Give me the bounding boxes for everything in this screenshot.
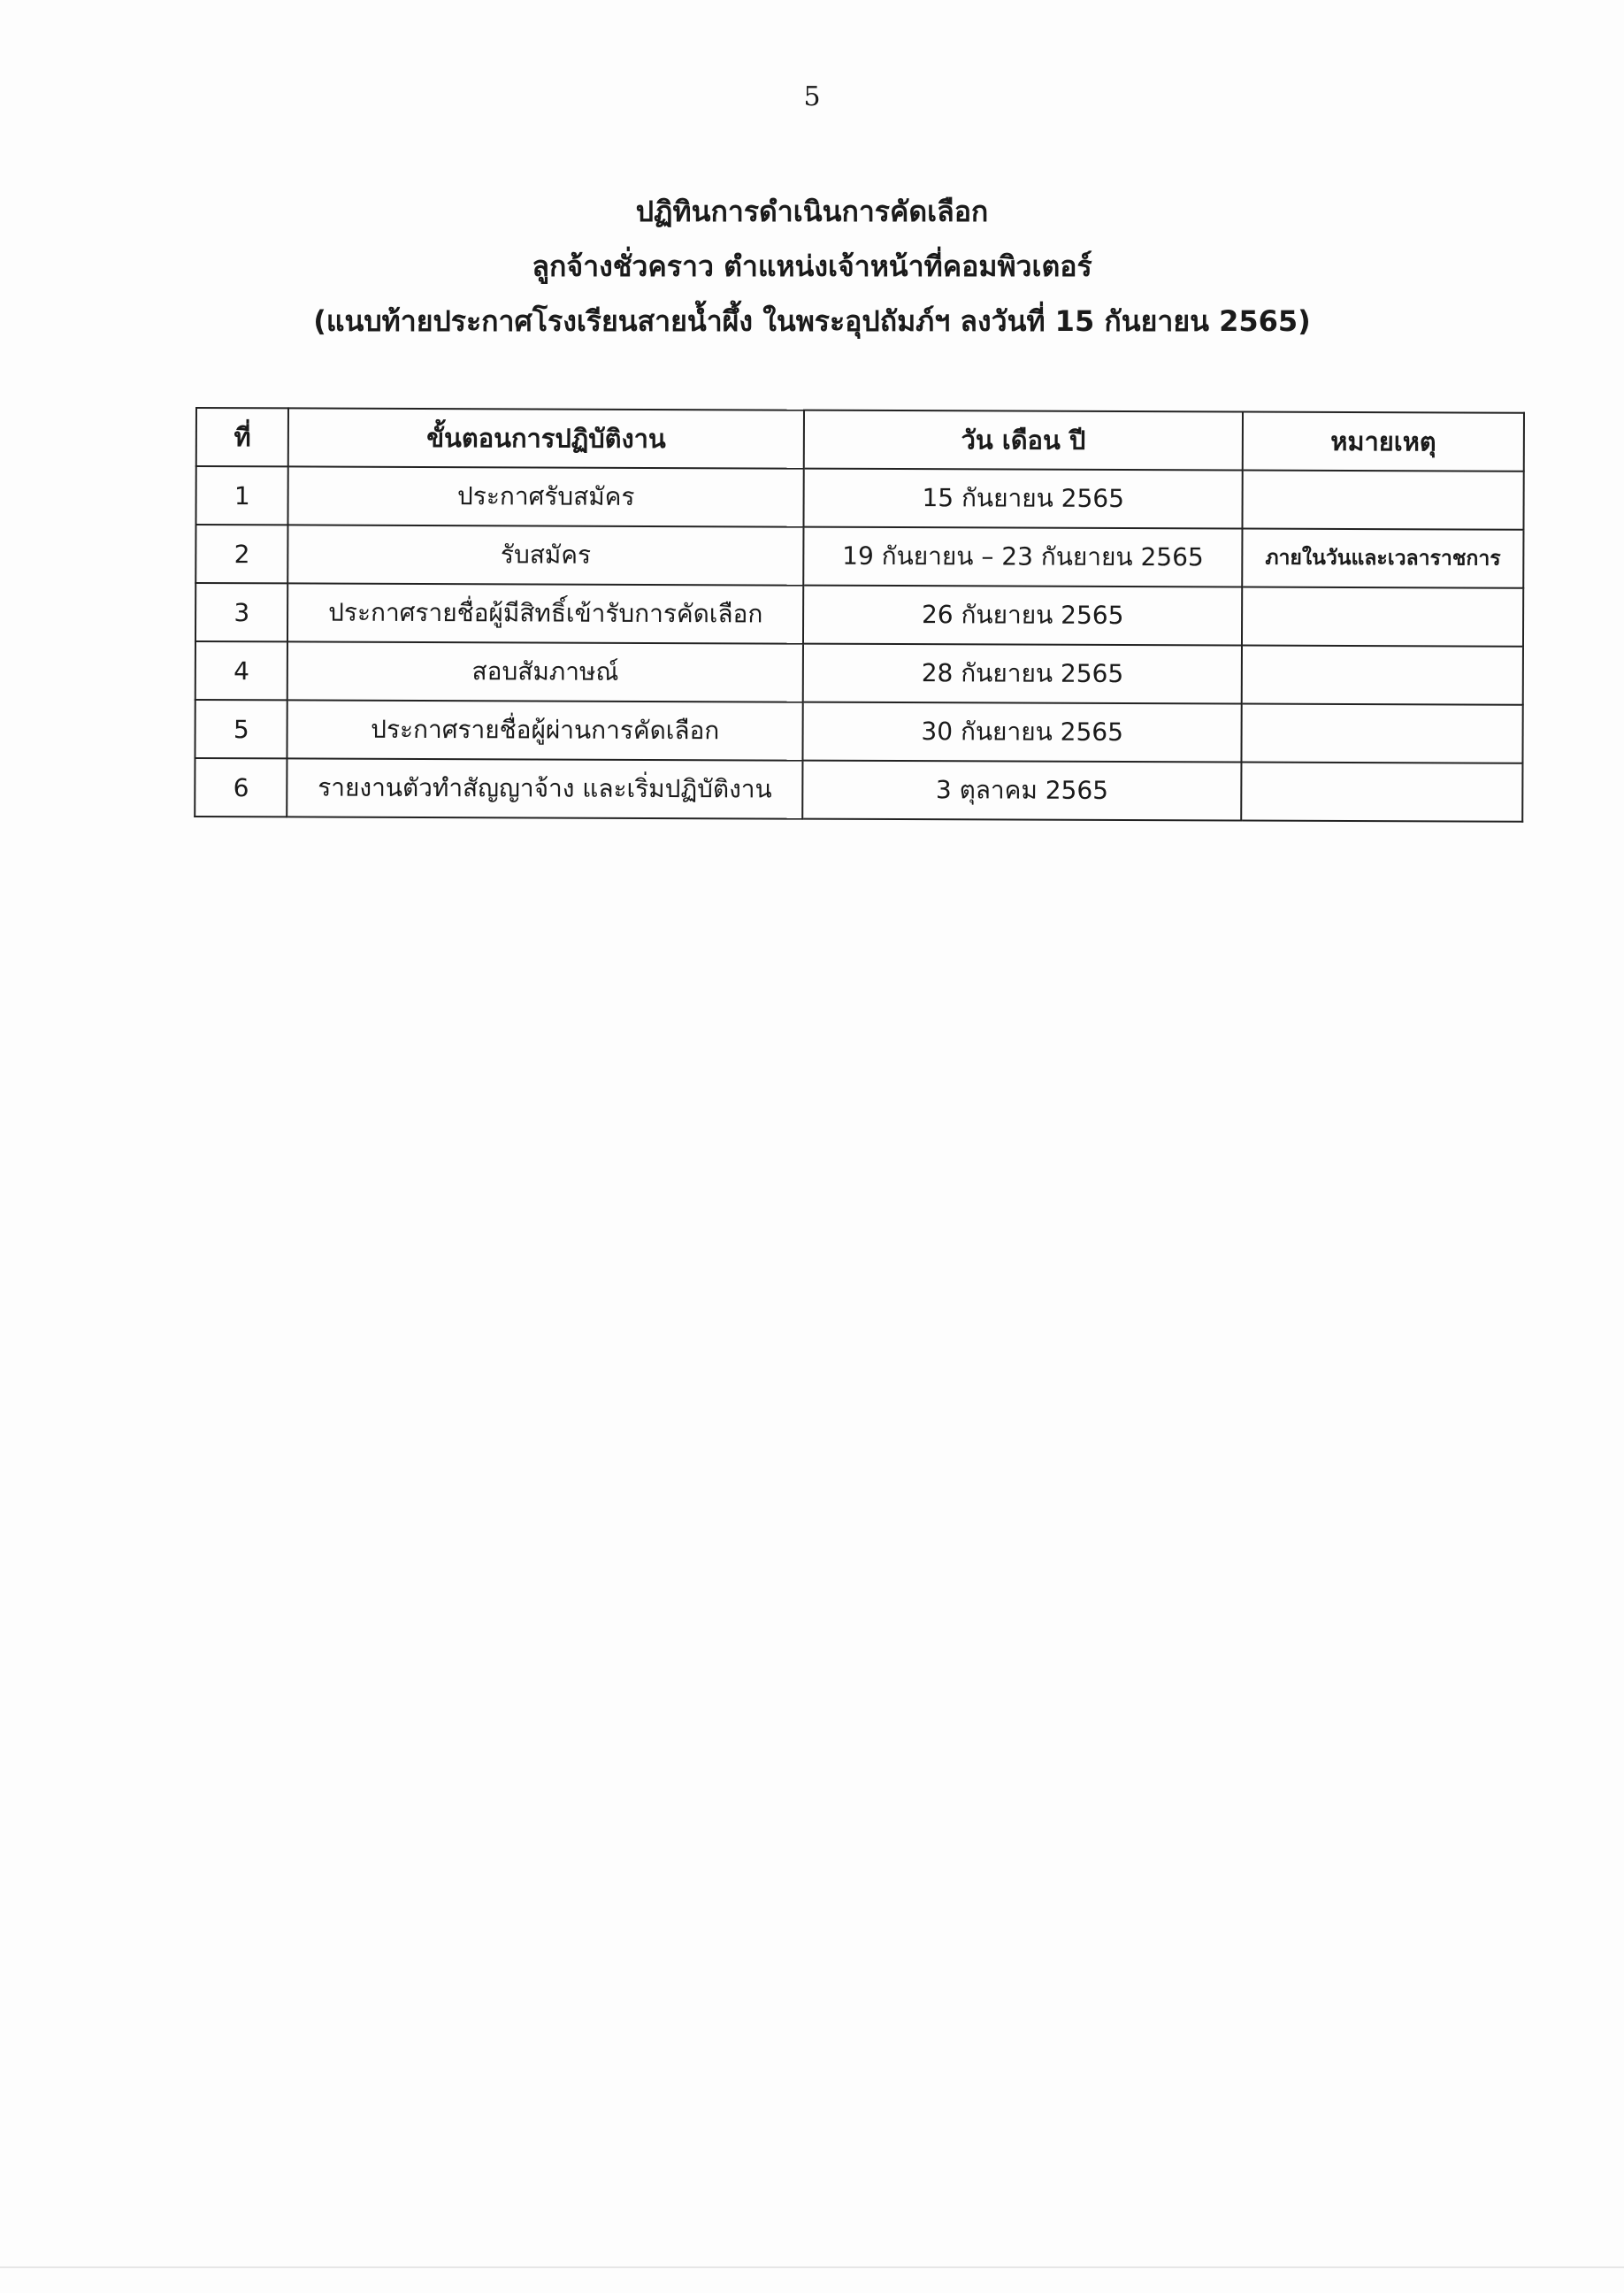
header-no: ที่ — [196, 408, 289, 466]
table-row — [195, 583, 1523, 647]
table-row — [195, 700, 1522, 763]
header-remark: หมายเหตุ — [1243, 412, 1524, 472]
table-row — [195, 466, 1523, 530]
cell-step: รายงานตัวทำสัญญาจ้าง และเริ่มปฏิบัติงาน — [287, 758, 803, 818]
cell-no: 6 — [195, 758, 287, 817]
cell-date: 30 กันยายน 2565 — [802, 702, 1242, 763]
cell-remark — [1243, 471, 1524, 530]
cell-remark: ภายในวันและเวลาราชการ — [1243, 529, 1524, 588]
cell-no: 4 — [195, 641, 288, 700]
table-row — [195, 525, 1523, 588]
table-row — [195, 641, 1523, 705]
cell-step: ประกาศรายชื่อผู้ผ่านการคัดเลือก — [287, 700, 803, 760]
cell-step: ประกาศรายชื่อผู้มีสิทธิ์เข้ารับการคัดเลือก — [287, 583, 803, 643]
cell-date: 28 กันยายน 2565 — [803, 644, 1243, 704]
cell-remark — [1242, 646, 1523, 705]
document-title — [0, 184, 1624, 349]
table-row — [195, 758, 1522, 822]
cell-remark — [1242, 763, 1523, 822]
cell-no: 1 — [195, 466, 288, 525]
cell-date: 26 กันยายน 2565 — [803, 586, 1243, 646]
header-step: ขั้นตอนการปฏิบัติงาน — [288, 408, 804, 468]
title-line-3: (แนบท้ายประกาศโรงเรียนสายน้ำผึ้ง ในพระอุปถัมภ์ฯ ลงวันที่ 15 กันยายน 2565) — [313, 304, 1311, 338]
cell-step: สอบสัมภาษณ์ — [287, 641, 803, 702]
scan-edge-divider — [0, 2266, 1624, 2268]
title-line-1: ปฏิทินการดำเนินการคัดเลือก — [635, 195, 989, 228]
cell-date: 3 ตุลาคม 2565 — [802, 761, 1242, 821]
schedule-table — [194, 407, 1525, 823]
header-date: วัน เดือน ปี — [804, 410, 1244, 471]
title-line-2: ลูกจ้างชั่วคราว ตำแหน่งเจ้าหน้าที่คอมพิวเตอร์ — [532, 249, 1092, 283]
table-header-row — [196, 408, 1524, 472]
cell-remark — [1242, 704, 1523, 763]
page-number: 5 — [803, 81, 821, 112]
cell-step: รับสมัคร — [288, 525, 804, 585]
cell-date: 19 กันยายน – 23 กันยายน 2565 — [803, 527, 1243, 587]
cell-remark — [1242, 587, 1523, 647]
cell-step: ประกาศรับสมัคร — [288, 466, 804, 526]
cell-date: 15 กันยายน 2565 — [803, 469, 1243, 529]
cell-no: 2 — [195, 525, 288, 583]
cell-no: 3 — [195, 583, 288, 641]
cell-no: 5 — [195, 700, 287, 758]
